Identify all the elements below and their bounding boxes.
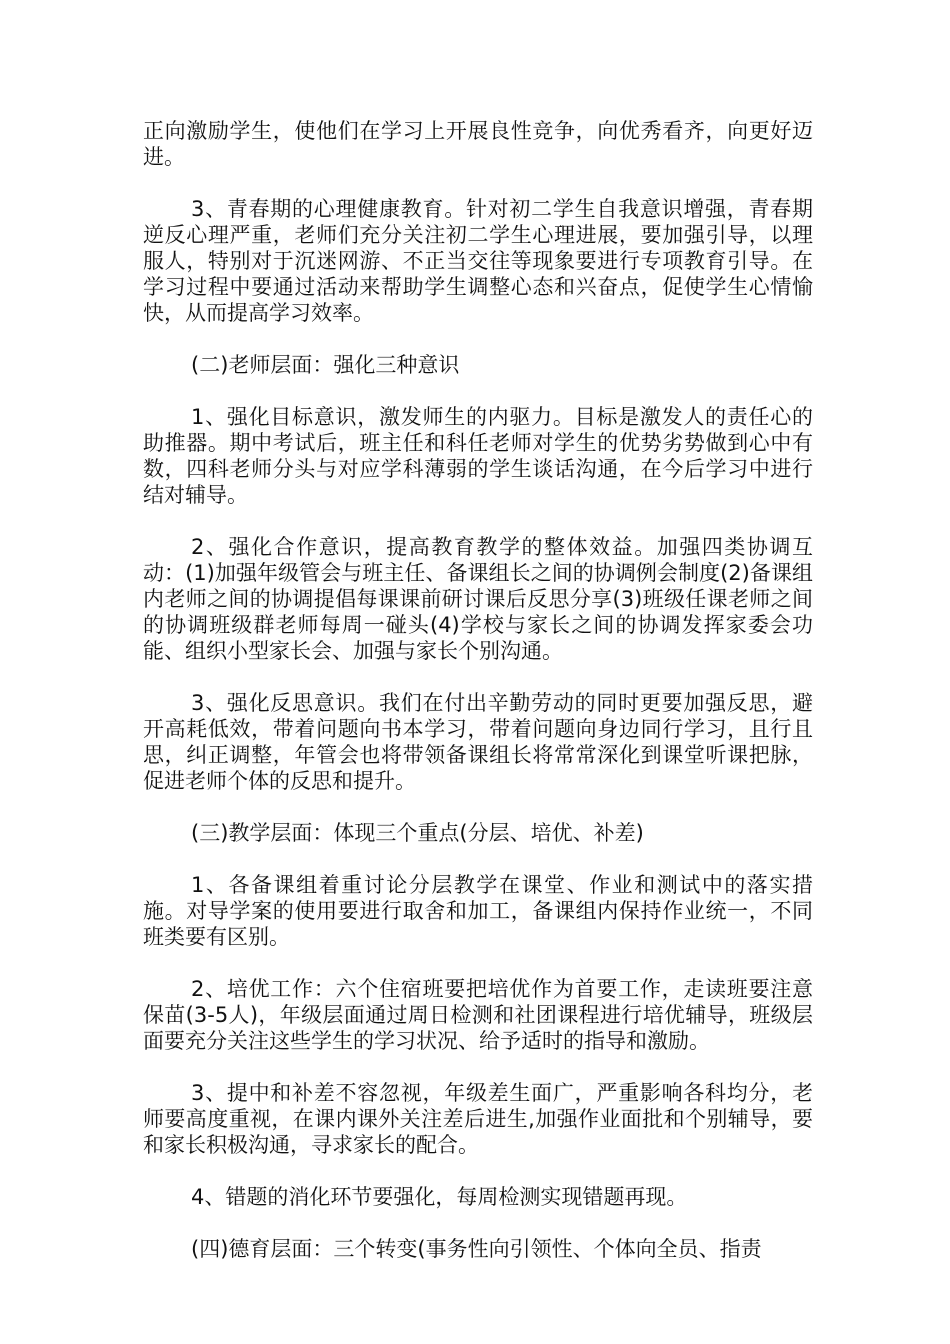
paragraph-4: 1、强化目标意识，激发师生的内驱力。目标是激发人的责任心的助推器。期中考试后，班主任和科任老师对学生的优势劣势做到心中有数，四科老师分头与对应学科薄弱的学生谈话沟通，在今后学习中进行结对辅导。 xyxy=(143,405,813,507)
paragraph-5: 2、强化合作意识，提高教育教学的整体效益。加强四类协调互动：(1)加强年级管会与班主任、备课组长之间的协调例会制度(2)备课组内老师之间的协调提倡每课课前研讨课后反思分享(3)班级任课老师之间的协调班级群老师每周一碰头(4)学校与家长之间的协调发挥家委会功能、组织小型家长会、加强与家长个别沟通。 xyxy=(143,535,813,663)
paragraph-9: 2、培优工作：六个住宿班要把培优作为首要工作，走读班要注意保苗(3-5人)，年级层面通过周日检测和社团课程进行培优辅导，班级层面要充分关注这些学生的学习状况、给予适时的指导和激励。 xyxy=(143,977,813,1053)
section-heading-moral: (四)德育层面：三个转变(事务性向引领性、个体向全员、指责 xyxy=(191,1237,762,1261)
paragraph-2: 3、青春期的心理健康教育。针对初二学生自我意识增强，青春期逆反心理严重，老师们充分关注初二学生心理进展，要加强引导，以理服人，特别对于沉迷网游、不正当交往等现象要进行专项教育引导。在学习过程中要通过活动来帮助学生调整心态和兴奋点，促使学生心情愉快，从而提高学习效率。 xyxy=(143,197,813,325)
section-heading-teacher: (二)老师层面：强化三种意识 xyxy=(191,353,460,377)
paragraph-10: 3、提中和补差不容忽视，年级差生面广，严重影响各科均分，老师要高度重视，在课内课外关注差后进生,加强作业面批和个别辅导，要和家长积极沟通，寻求家长的配合。 xyxy=(143,1081,813,1157)
paragraph-8: 1、各备课组着重讨论分层教学在课堂、作业和测试中的落实措施。对导学案的使用要进行取舍和加工，备课组内保持作业统一，不同班类要有区别。 xyxy=(143,873,813,949)
paragraph-11: 4、错题的消化环节要强化，每周检测实现错题再现。 xyxy=(191,1185,688,1209)
paragraph-6: 3、强化反思意识。我们在付出辛勤劳动的同时更要加强反思，避开高耗低效，带着问题向书本学习，带着问题向身边同行学习，且行且思，纠正调整，年管会也将带领备课组长将常常深化到课堂听课把脉，促进老师个体的反思和提升。 xyxy=(143,691,813,793)
section-heading-teaching: (三)教学层面：体现三个重点(分层、培优、补差) xyxy=(191,821,644,845)
document-page xyxy=(143,118,813,1288)
paragraph-1: 正向激励学生，使他们在学习上开展良性竞争，向优秀看齐，向更好迈进。 xyxy=(143,119,813,169)
